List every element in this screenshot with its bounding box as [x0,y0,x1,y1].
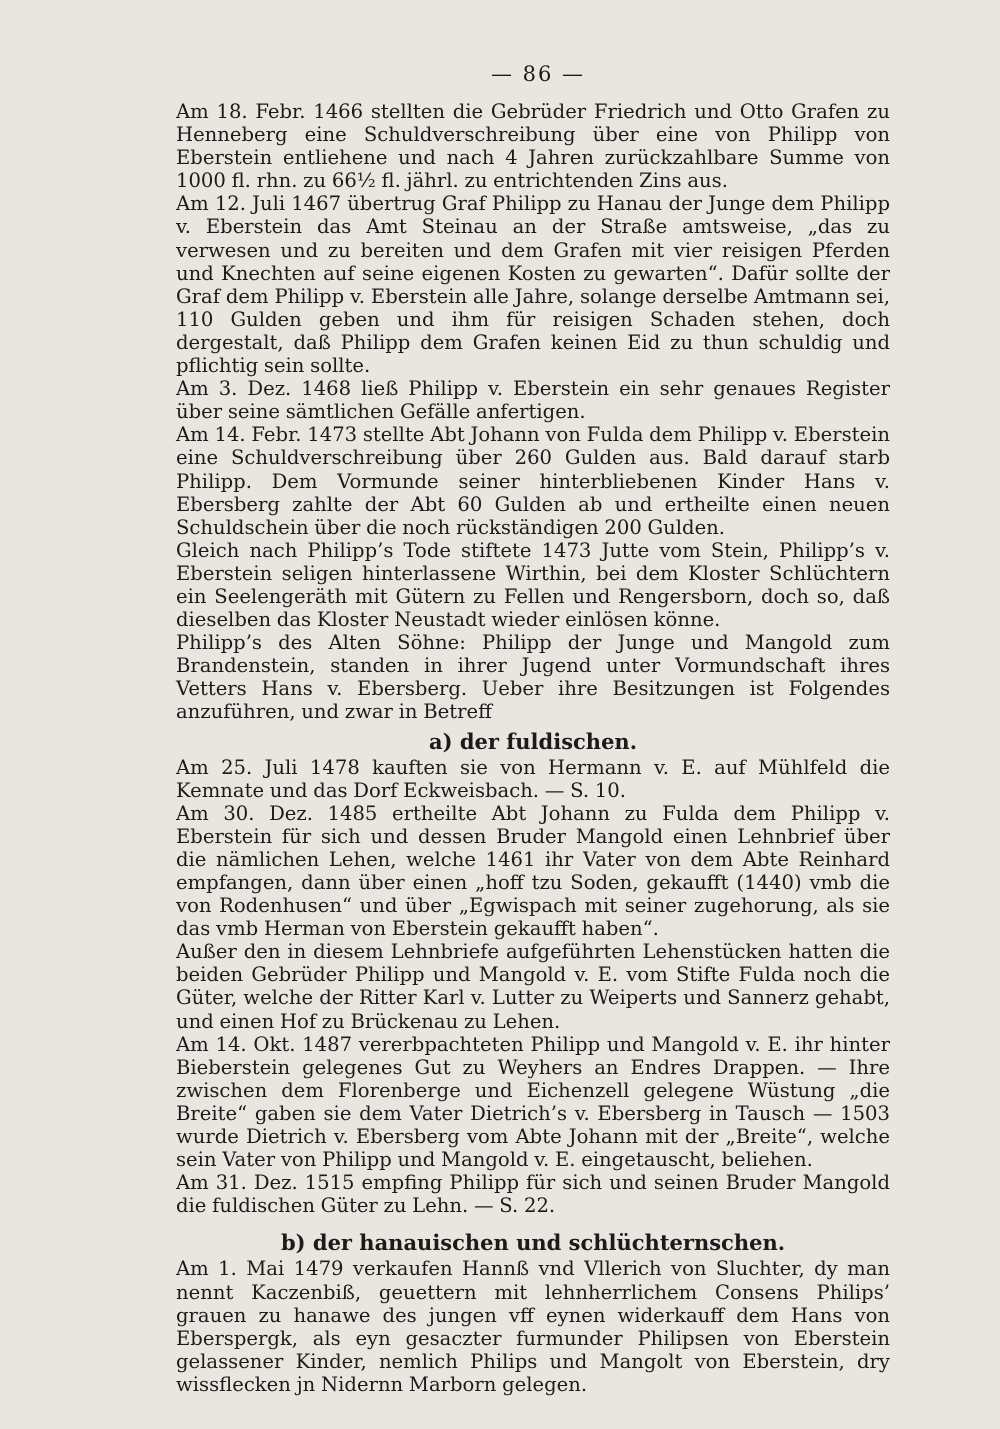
paragraph-5: Gleich nach Philipp’s Tode stiftete 1473 Jutte vom Stein, Philipp’s v. Eberstein seligen hinterlassene Wirthin, bei dem Kloster Schlüchtern ein Seelengeräth mit Gütern zu Fellen und Rengersborn, doch so, daß dieselben das Kloster Neustadt wieder einlösen könne. [176,538,890,632]
section-heading-b: b) der hanauischen und schlüchternschen. [280,1230,786,1256]
paragraph-a-3: Außer den in diesem Lehnbriefe aufgeführten Lehenstücken hatten die beiden Gebrüder Philipp und Mangold v. E. vom Stifte Fulda noch die Güter, welche der Ritter Karl v. Lutter zu Weiperts und Sannerz gehabt, und einen Hof zu Brückenau zu Lehen. [176,940,890,1033]
paragraph-6: Philipp’s des Alten Söhne: Philipp der Junge und Mangold zum Brandenstein, standen in ihrer Jugend unter Vormundschaft ihres Vetters Hans v. Ebersberg. Ueber ihre Besitzungen ist Folgendes anzuführen, und zwar in Betreff [176,631,890,724]
page-number: — 86 — [490,62,586,86]
paragraph-a-4: Am 14. Okt. 1487 vererbpachteten Philipp und Mangold v. E. ihr hinter Bieberstein gelegenes Gut zu Weyhers an Endres Drappen. — Ihre zwischen dem Florenberge und Eichenzell gelegene Wüstung „die Breite“ gaben sie dem Vater Dietrich’s v. Ebersberg in Tausch — 1503 wurde Dietrich v. Ebersberg vom Abte Johann mit der „Breite“, welche sein Vater von Philipp und Mangold v. E. eingetauscht, beliehen. [176,1032,890,1172]
section-heading-a: a) der fuldischen. [428,728,638,754]
paragraph-1: Am 18. Febr. 1466 stellten die Gebrüder Friedrich und Otto Grafen zu Henneberg eine Schuldverschreibung über eine von Philipp von Eberstein entliehene und nach 4 Jahren zurückzahlbare Summe von 1000 fl. rhn. zu 66½ fl. jährl. zu entrichtenden Zins aus. [176,100,890,193]
paragraph-3: Am 3. Dez. 1468 ließ Philipp v. Eberstein ein sehr genaues Register über seine sämtlichen Gefälle anfertigen. [176,377,890,424]
paragraph-b-1: Am 1. Mai 1479 verkaufen Hannß vnd Vllerich von Sluchter, dy man nennt Kaczenbiß, geuettern mit lehnherrlichem Consens Philips’ grauen zu hanawe des jungen vff eynen widerkauff dem Hans von Eberspergk, als eyn gesaczter furmunder Philipsen von Eberstein gelassener Kinder, nemlich Philips und Mangolt von Eberstein, dry wissflecken jn Nidernn Marborn gelegen. [176,1257,890,1396]
paragraph-a-2: Am 30. Dez. 1485 ertheilte Abt Johann zu Fulda dem Philipp v. Eberstein für sich und dessen Bruder Mangold einen Lehnbrief über die nämlichen Lehen, welche 1461 ihr Vater von dem Abte Reinhard empfangen, dann über einen „hoff tzu Soden, gekaufft (1440) vmb die von Rodenhusen“ und über „Egwispach mit seiner zugehorung, als sie das vmb Herman von Eberstein gekaufft haben“. [176,801,890,941]
paragraph-4: Am 14. Febr. 1473 stellte Abt Johann von Fulda dem Philipp v. Eberstein eine Schuldverschreibung über 260 Gulden aus. Bald darauf starb Philipp. Dem Vormunde seiner hinterbliebenen Kinder Hans v. Ebersberg zahlte der Abt 60 Gulden ab und ertheilte einen neuen Schuldschein über die noch rückständigen 200 Gulden. [176,423,890,539]
paragraph-a-1: Am 25. Juli 1478 kauften sie von Hermann v. E. auf Mühlfeld die Kemnate und das Dorf Eckweisbach. — S. 10. [176,755,890,802]
paragraph-2: Am 12. Juli 1467 übertrug Graf Philipp zu Hanau der Junge dem Philipp v. Eberstein das Amt Steinau an der Straße amtsweise, „das zu verwesen und zu bereiten und dem Grafen mit vier reisigen Pferden und Knechten auf seine eigenen Kosten zu gewarten“. Dafür sollte der Graf dem Philipp v. Eberstein alle Jahre, solange derselbe Amtmann sei, 110 Gulden geben und ihm für reisigen Schaden stehen, doch dergestalt, daß Philipp dem Grafen keinen Eid zu thun schuldig und pflichtig sein sollte. [176,192,890,378]
paragraph-a-5: Am 31. Dez. 1515 empfing Philipp für sich und seinen Bruder Mangold die fuldischen Güter zu Lehn. — S. 22. [176,1171,890,1218]
